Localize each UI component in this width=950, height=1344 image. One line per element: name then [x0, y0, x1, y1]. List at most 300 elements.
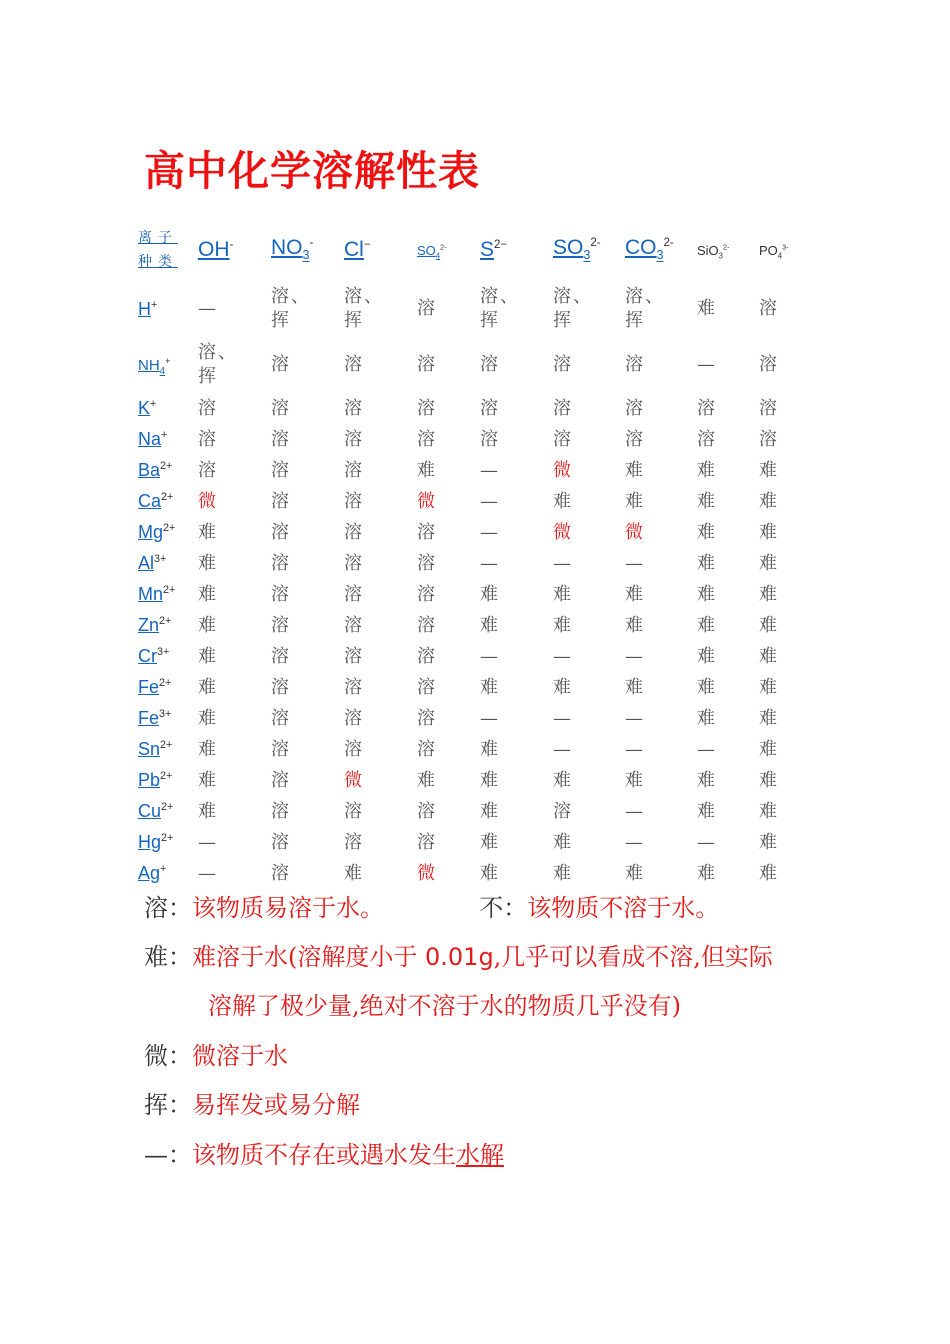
- solubility-value: 难: [198, 583, 216, 605]
- solubility-cell: [553, 579, 625, 610]
- cation-base: Al: [138, 553, 155, 573]
- table-row: [138, 337, 819, 393]
- solubility-value: 溶: [271, 521, 289, 543]
- solubility-value: 溶: [553, 428, 571, 450]
- table-row: [138, 548, 819, 579]
- solubility-value: 溶: [480, 354, 498, 375]
- cation-label[interactable]: [138, 584, 175, 604]
- solubility-cell: [198, 281, 271, 337]
- solubility-value: 难: [759, 769, 777, 791]
- cation-charge: 2+: [161, 491, 174, 503]
- cation-label[interactable]: [138, 863, 166, 883]
- solubility-value: —: [480, 645, 498, 667]
- solubility-value: 难: [625, 490, 643, 512]
- solubility-value: 溶: [271, 831, 289, 853]
- anion-charge: 2−: [494, 238, 508, 251]
- header-row: [138, 218, 819, 281]
- anion-header-cell: [759, 218, 819, 281]
- solubility-value: 溶: [417, 428, 435, 450]
- solubility-cell: [198, 579, 271, 610]
- solubility-cell: [480, 393, 553, 424]
- anion-base: SO: [553, 236, 584, 260]
- cation-base: H: [138, 298, 151, 319]
- solubility-value: —: [198, 831, 216, 853]
- solubility-cell: [697, 610, 759, 641]
- solubility-cell: [553, 517, 625, 548]
- cation-label[interactable]: [138, 801, 173, 821]
- solubility-value: 难: [697, 552, 715, 574]
- solubility-cell: [480, 641, 553, 672]
- solubility-value: 溶: [344, 800, 362, 822]
- solubility-cell: [759, 424, 819, 455]
- solubility-value: 难: [759, 831, 777, 853]
- solubility-value: 微: [417, 862, 435, 884]
- cation-base: Na: [138, 429, 162, 449]
- table-row: [138, 796, 819, 827]
- anion-label[interactable]: [344, 238, 371, 261]
- solubility-value: 溶: [271, 552, 289, 574]
- solubility-value: 难: [480, 800, 498, 822]
- solubility-value: 溶、挥: [625, 286, 665, 331]
- solubility-value: 溶: [417, 298, 435, 319]
- solubility-value: 溶: [344, 583, 362, 605]
- solubility-cell: [759, 455, 819, 486]
- anion-label[interactable]: [697, 242, 730, 261]
- solubility-cell: [480, 672, 553, 703]
- solubility-value: 溶: [625, 397, 643, 419]
- solubility-cell: [271, 796, 344, 827]
- solubility-value: —: [480, 490, 498, 512]
- solubility-value: 溶: [553, 397, 571, 419]
- solubility-value: 难: [625, 614, 643, 636]
- solubility-value: —: [697, 831, 715, 853]
- solubility-value: 溶: [271, 769, 289, 791]
- cation-charge: 3+: [154, 553, 167, 565]
- solubility-value: 溶、挥: [198, 342, 238, 387]
- legend-line-5: [144, 1089, 360, 1121]
- anion-charge: 2-: [663, 237, 674, 250]
- cation-charge: 2+: [160, 739, 173, 751]
- solubility-cell: [417, 765, 480, 796]
- cation-label[interactable]: [138, 677, 171, 697]
- solubility-value: 难: [625, 459, 643, 481]
- table-row: [138, 281, 819, 337]
- solubility-value: 溶: [271, 428, 289, 450]
- solubility-value: 微: [344, 769, 362, 791]
- solubility-cell: [480, 486, 553, 517]
- solubility-cell: [344, 486, 417, 517]
- anion-charge: 2-: [723, 243, 730, 252]
- solubility-cell: [697, 455, 759, 486]
- table-row: [138, 827, 819, 858]
- legend-def-nan-num: 0.01g: [425, 943, 494, 971]
- cation-charge: 2+: [160, 460, 173, 472]
- solubility-cell: [198, 796, 271, 827]
- anion-subscript: 3: [302, 248, 310, 263]
- solubility-value: 难: [697, 614, 715, 636]
- solubility-cell: [553, 548, 625, 579]
- solubility-cell: [759, 517, 819, 548]
- solubility-value: —: [625, 707, 643, 729]
- solubility-value: 溶: [344, 552, 362, 574]
- solubility-value: 难: [344, 862, 362, 884]
- solubility-value: 难: [480, 676, 498, 698]
- anion-label[interactable]: [271, 236, 314, 263]
- cation-charge: 2+: [160, 770, 173, 782]
- solubility-value: 难: [553, 769, 571, 791]
- solubility-cell: [553, 703, 625, 734]
- solubility-cell: [759, 672, 819, 703]
- cation-base: Fe: [138, 677, 160, 697]
- anion-label[interactable]: [480, 238, 507, 261]
- cation-base: K: [138, 398, 151, 418]
- solubility-value: —: [625, 738, 643, 760]
- solubility-cell: [198, 765, 271, 796]
- legend-def-wei: 微溶于水: [192, 1042, 288, 1070]
- anion-base: S: [480, 237, 495, 261]
- cation-base: Ba: [138, 460, 161, 480]
- solubility-cell: [625, 610, 697, 641]
- solubility-value: —: [553, 552, 571, 574]
- anion-charge: −: [363, 238, 371, 251]
- cation-label[interactable]: [138, 646, 169, 666]
- anion-charge: 2-: [440, 243, 447, 252]
- solubility-value: 难: [759, 521, 777, 543]
- solubility-cell: [271, 548, 344, 579]
- cation-label[interactable]: [138, 832, 173, 852]
- solubility-value: 溶: [344, 676, 362, 698]
- solubility-cell: [198, 672, 271, 703]
- cation-base: NH: [138, 356, 160, 374]
- solubility-cell: [271, 579, 344, 610]
- cation-cell: [138, 610, 198, 641]
- legend-key-wei: 微：: [144, 1042, 192, 1070]
- solubility-value: 溶: [417, 707, 435, 729]
- solubility-cell: [417, 281, 480, 337]
- corner-line-1: 离子: [138, 229, 178, 246]
- solubility-cell: [271, 734, 344, 765]
- solubility-cell: [417, 827, 480, 858]
- cation-cell: [138, 393, 198, 424]
- solubility-value: 难: [553, 614, 571, 636]
- solubility-cell: [625, 393, 697, 424]
- solubility-value: 溶: [417, 521, 435, 543]
- solubility-cell: [759, 641, 819, 672]
- solubility-cell: [759, 337, 819, 393]
- solubility-cell: [553, 337, 625, 393]
- anion-label[interactable]: [759, 242, 789, 261]
- solubility-cell: [697, 858, 759, 889]
- cation-charge: +: [160, 863, 167, 875]
- legend-line-1: [144, 892, 719, 924]
- solubility-value: 难: [480, 769, 498, 791]
- legend-def-bu: 该物质不溶于水。: [527, 894, 720, 922]
- solubility-cell: [271, 672, 344, 703]
- solubility-value: 难: [759, 707, 777, 729]
- solubility-cell: [553, 827, 625, 858]
- anion-base: NO: [271, 236, 303, 260]
- solubility-value: 溶: [271, 800, 289, 822]
- cation-base: Zn: [138, 615, 160, 635]
- solubility-cell: [553, 455, 625, 486]
- anion-label[interactable]: [417, 242, 447, 261]
- solubility-cell: [271, 517, 344, 548]
- solubility-cell: [344, 393, 417, 424]
- solubility-cell: [759, 548, 819, 579]
- legend-def-dash-link[interactable]: 水解: [456, 1141, 504, 1169]
- cation-cell: [138, 486, 198, 517]
- solubility-cell: [697, 672, 759, 703]
- solubility-value: 难: [198, 738, 216, 760]
- solubility-value: —: [625, 552, 643, 574]
- solubility-cell: [553, 281, 625, 337]
- solubility-cell: [417, 393, 480, 424]
- solubility-cell: [344, 827, 417, 858]
- solubility-value: 微: [553, 459, 571, 481]
- solubility-value: 溶: [417, 354, 435, 375]
- solubility-value: 溶: [271, 676, 289, 698]
- table-row: [138, 765, 819, 796]
- anion-header-cell: [344, 218, 417, 281]
- legend-def-nan-c: 溶解了极少量,绝对不溶于水的物质几乎没有): [208, 992, 681, 1020]
- anion-label[interactable]: [553, 236, 601, 263]
- solubility-value: 溶: [344, 490, 362, 512]
- solubility-cell: [625, 827, 697, 858]
- solubility-value: —: [553, 738, 571, 760]
- solubility-cell: [344, 672, 417, 703]
- cation-cell: [138, 641, 198, 672]
- cation-base: Fe: [138, 708, 160, 728]
- solubility-value: 溶: [198, 428, 216, 450]
- solubility-value: 难: [553, 862, 571, 884]
- solubility-cell: [553, 765, 625, 796]
- solubility-cell: [344, 424, 417, 455]
- solubility-cell: [198, 455, 271, 486]
- legend-key-rong: 溶：: [144, 894, 192, 922]
- solubility-value: 难: [697, 298, 715, 319]
- table-row: [138, 517, 819, 548]
- solubility-cell: [625, 734, 697, 765]
- solubility-cell: [480, 548, 553, 579]
- solubility-cell: [697, 641, 759, 672]
- table-row: [138, 455, 819, 486]
- solubility-value: —: [625, 831, 643, 853]
- cation-cell: [138, 337, 198, 393]
- anion-base: PO: [759, 242, 778, 258]
- table-row: [138, 486, 819, 517]
- anion-header-cell: [697, 218, 759, 281]
- solubility-value: 难: [480, 738, 498, 760]
- solubility-cell: [697, 337, 759, 393]
- solubility-cell: [198, 517, 271, 548]
- solubility-cell: [553, 734, 625, 765]
- anion-header-cell: [271, 218, 344, 281]
- solubility-cell: [759, 858, 819, 889]
- legend-line-2: [144, 941, 773, 973]
- solubility-cell: [759, 796, 819, 827]
- solubility-cell: [271, 641, 344, 672]
- solubility-value: 难: [198, 521, 216, 543]
- anion-base: SO: [417, 242, 436, 258]
- cation-cell: [138, 827, 198, 858]
- solubility-cell: [625, 424, 697, 455]
- solubility-value: 溶: [480, 397, 498, 419]
- solubility-value: 难: [480, 862, 498, 884]
- solubility-cell: [271, 455, 344, 486]
- solubility-value: 溶: [553, 800, 571, 822]
- anion-header-cell: [198, 218, 271, 281]
- solubility-value: 难: [553, 831, 571, 853]
- solubility-value: 难: [697, 862, 715, 884]
- legend-def-nan-b: ,几乎可以看成不溶,但实际: [493, 943, 773, 971]
- solubility-value: 溶: [480, 428, 498, 450]
- solubility-cell: [697, 734, 759, 765]
- solubility-cell: [480, 424, 553, 455]
- solubility-cell: [697, 393, 759, 424]
- anion-charge: -: [309, 237, 314, 250]
- cation-label[interactable]: [138, 739, 172, 759]
- anion-header-cell: [480, 218, 553, 281]
- cation-label[interactable]: [138, 770, 172, 790]
- cation-label[interactable]: [138, 460, 172, 480]
- solubility-cell: [271, 703, 344, 734]
- cation-label[interactable]: [138, 553, 166, 573]
- solubility-value: 溶: [271, 707, 289, 729]
- cation-charge: +: [161, 429, 168, 441]
- solubility-value: 难: [198, 707, 216, 729]
- solubility-cell: [759, 703, 819, 734]
- legend-key-nan: 难：: [144, 943, 192, 971]
- cation-base: Mg: [138, 522, 164, 542]
- corner-label: [138, 226, 198, 274]
- cation-charge: +: [150, 398, 157, 410]
- cation-label[interactable]: [138, 615, 171, 635]
- solubility-cell: [553, 610, 625, 641]
- anion-header-cell: [625, 218, 697, 281]
- anion-label[interactable]: [625, 236, 674, 263]
- anion-label[interactable]: [198, 238, 233, 261]
- solubility-value: 溶: [344, 397, 362, 419]
- solubility-value: 溶: [198, 459, 216, 481]
- anion-subscript: 3: [656, 248, 664, 263]
- solubility-cell: [759, 579, 819, 610]
- solubility-cell: [417, 796, 480, 827]
- cation-label[interactable]: [138, 429, 167, 449]
- cation-cell: [138, 734, 198, 765]
- solubility-cell: [198, 858, 271, 889]
- solubility-cell: [480, 734, 553, 765]
- solubility-value: 溶: [271, 490, 289, 512]
- solubility-cell: [480, 517, 553, 548]
- solubility-value: 难: [625, 862, 643, 884]
- solubility-value: —: [480, 459, 498, 481]
- solubility-value: 难: [625, 583, 643, 605]
- solubility-cell: [480, 337, 553, 393]
- table-row: [138, 610, 819, 641]
- solubility-cell: [759, 393, 819, 424]
- solubility-cell: [344, 548, 417, 579]
- solubility-cell: [553, 486, 625, 517]
- solubility-cell: [198, 548, 271, 579]
- solubility-cell: [417, 455, 480, 486]
- solubility-value: 难: [759, 614, 777, 636]
- cation-charge: 2+: [159, 677, 172, 689]
- solubility-cell: [759, 486, 819, 517]
- solubility-cell: [480, 281, 553, 337]
- solubility-value: 溶: [271, 397, 289, 419]
- cation-charge: 2+: [163, 522, 176, 534]
- solubility-value: 难: [697, 676, 715, 698]
- solubility-cell: [553, 424, 625, 455]
- cation-label[interactable]: [138, 299, 157, 319]
- solubility-value: 难: [198, 676, 216, 698]
- solubility-cell: [271, 393, 344, 424]
- solubility-cell: [198, 610, 271, 641]
- cation-charge: 3+: [159, 708, 172, 720]
- cation-label[interactable]: [138, 708, 171, 728]
- solubility-cell: [417, 579, 480, 610]
- solubility-cell: [198, 641, 271, 672]
- corner-line-2: 种类: [138, 253, 178, 270]
- solubility-value: 难: [697, 707, 715, 729]
- solubility-cell: [417, 517, 480, 548]
- solubility-value: 难: [480, 614, 498, 636]
- solubility-value: 难: [759, 490, 777, 512]
- solubility-cell: [417, 548, 480, 579]
- solubility-value: 难: [198, 645, 216, 667]
- solubility-value: 溶: [344, 354, 362, 375]
- legend-line-4: [144, 1040, 288, 1072]
- cation-label[interactable]: [138, 398, 156, 418]
- solubility-cell: [417, 641, 480, 672]
- solubility-value: 溶: [271, 583, 289, 605]
- solubility-value: 溶: [625, 354, 643, 375]
- legend-def-nan-a: 难溶于水(溶解度小于: [192, 943, 425, 971]
- solubility-value: 难: [697, 521, 715, 543]
- solubility-cell: [344, 337, 417, 393]
- solubility-value: 难: [553, 583, 571, 605]
- solubility-value: 难: [553, 676, 571, 698]
- anion-base: Cl: [344, 237, 364, 261]
- cation-label[interactable]: [138, 522, 175, 542]
- cation-cell: [138, 517, 198, 548]
- solubility-value: 溶、挥: [553, 286, 593, 331]
- solubility-cell: [344, 455, 417, 486]
- solubility-cell: [417, 610, 480, 641]
- solubility-value: 难: [198, 552, 216, 574]
- cation-label[interactable]: [138, 355, 171, 377]
- solubility-table: [138, 218, 819, 889]
- solubility-cell: [271, 486, 344, 517]
- solubility-cell: [271, 827, 344, 858]
- solubility-cell: [344, 517, 417, 548]
- solubility-cell: [759, 610, 819, 641]
- solubility-value: 难: [759, 862, 777, 884]
- cation-base: Mn: [138, 584, 164, 604]
- solubility-value: 溶: [417, 614, 435, 636]
- solubility-value: 难: [417, 769, 435, 791]
- legend-def-hui: 易挥发或易分解: [192, 1091, 360, 1119]
- solubility-value: 溶: [344, 707, 362, 729]
- cation-subscript: 4: [159, 365, 166, 377]
- solubility-value: 溶: [553, 354, 571, 375]
- solubility-cell: [625, 455, 697, 486]
- cation-label[interactable]: [138, 491, 173, 511]
- solubility-value: 微: [553, 521, 571, 543]
- solubility-value: 溶: [417, 800, 435, 822]
- solubility-cell: [344, 858, 417, 889]
- solubility-cell: [271, 858, 344, 889]
